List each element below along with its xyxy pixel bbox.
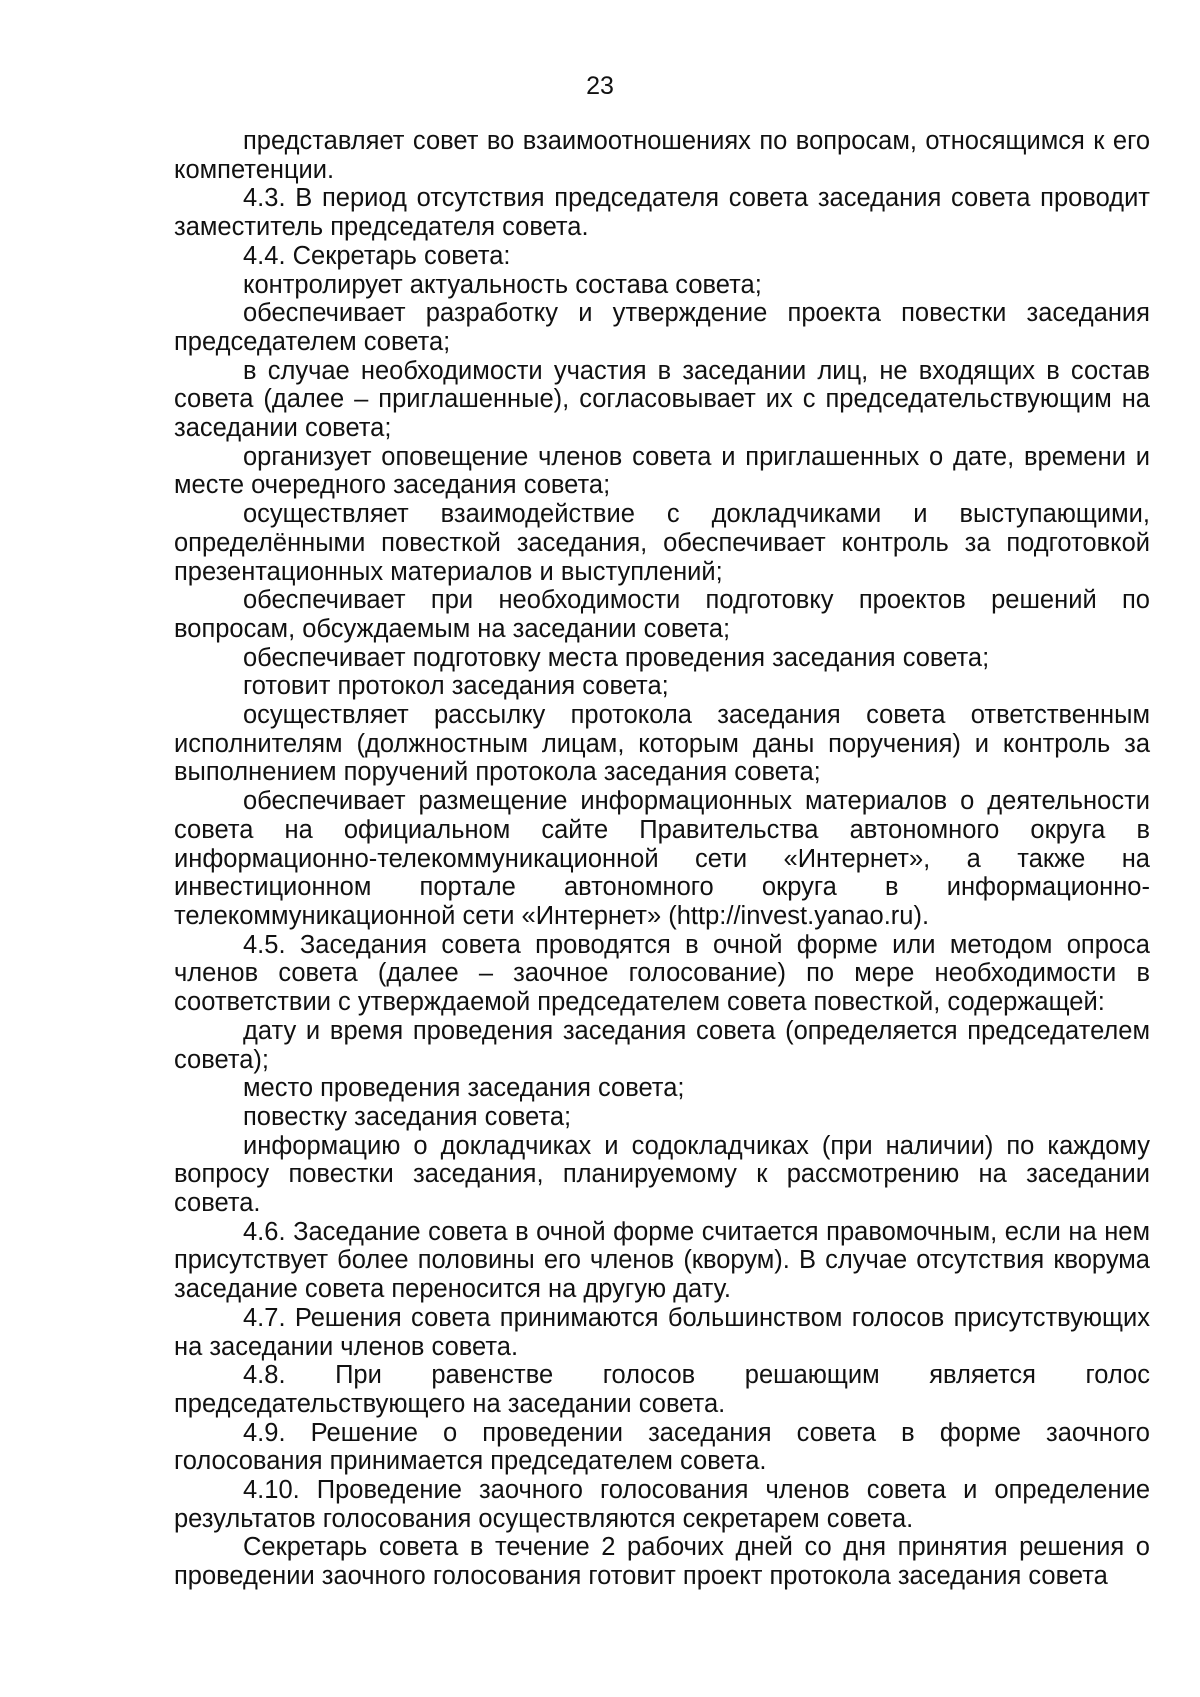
paragraph: 4.4. Секретарь совета:: [243, 241, 511, 270]
paragraph: Секретарь совета в течение 2 рабочих дней со дня принятия решения о проведении заочного голосования готовит проект протокола заседания совета: [174, 1533, 1150, 1591]
paragraph: 4.5. Заседания совета проводятся в очной форме или методом опроса членов совета (далее – заочное голосование) по мере необходимости в соответствии с утверждаемой председателем совета повесткой, содержащей:: [174, 930, 1150, 1017]
paragraph: контролирует актуальность состава совета;: [243, 270, 762, 299]
paragraph: 4.3. В период отсутствия председателя совета заседания совета проводит заместитель председателя совета.: [174, 184, 1150, 242]
paragraph: дату и время проведения заседания совета (определяется председателем совета);: [174, 1016, 1150, 1074]
paragraph: 4.10. Проведение заочного голосования членов совета и определение результатов голосования осуществляются секретарем совета.: [174, 1476, 1150, 1533]
paragraph: обеспечивает при необходимости подготовку проектов решений по вопросам, обсуждаемым на заседании совета;: [174, 586, 1150, 643]
paragraph: организует оповещение членов совета и приглашенных о дате, времени и месте очередного заседания совета;: [174, 442, 1150, 500]
paragraph: место проведения заседания совета;: [243, 1074, 685, 1103]
paragraph: 4.9. Решение о проведении заседания совета в форме заочного голосования принимается председателем совета.: [174, 1418, 1150, 1476]
paragraph: 4.8. При равенстве голосов решающим является голос председательствующего на заседании совета.: [174, 1361, 1150, 1418]
paragraph: 4.6. Заседание совета в очной форме считается правомочным, если на нем присутствует более половины его членов (кворум). В случае отсутствия кворума заседание совета переносится на другую дату.: [174, 1217, 1150, 1304]
paragraph: 4.7. Решения совета принимаются большинством голосов присутствующих на заседании членов совета.: [174, 1303, 1150, 1361]
document-body: [174, 127, 1150, 1591]
paragraph: осуществляет рассылку протокола заседания совета ответственным исполнителям (должностным лицам, которым даны поручения) и контроль за выполнением поручений протокола заседания совета;: [174, 701, 1150, 787]
paragraph: готовит протокол заседания совета;: [243, 672, 669, 701]
paragraph: представляет совет во взаимоотношениях по вопросам, относящимся к его компетенции.: [174, 127, 1150, 184]
paragraph: обеспечивает размещение информационных материалов о деятельности совета на официальном сайте Правительства автономного округа в информационно-телекоммуникационной сети «Интернет», а также на инвестиционном портале автономного округа в информационно-телекоммуникационной сети «Интернет» (http://invest.yanao.ru).: [174, 787, 1150, 930]
paragraph: осуществляет взаимодействие с докладчиками и выступающими, определёнными повесткой заседания, обеспечивает контроль за подготовкой презентационных материалов и выступлений;: [174, 500, 1150, 586]
paragraph: обеспечивает подготовку места проведения заседания совета;: [243, 643, 990, 672]
paragraph: повестку заседания совета;: [243, 1102, 572, 1131]
paragraph: обеспечивает разработку и утверждение проекта повестки заседания председателем совета;: [174, 299, 1150, 356]
paragraph: в случае необходимости участия в заседании лиц, не входящих в состав совета (далее – приглашенные), согласовывает их с председательствующим на заседании совета;: [174, 356, 1150, 443]
page-number: 23: [586, 72, 614, 100]
paragraph: информацию о докладчиках и содокладчиках (при наличии) по каждому вопросу повестки заседания, планируемому к рассмотрению на заседании совета.: [174, 1131, 1150, 1218]
